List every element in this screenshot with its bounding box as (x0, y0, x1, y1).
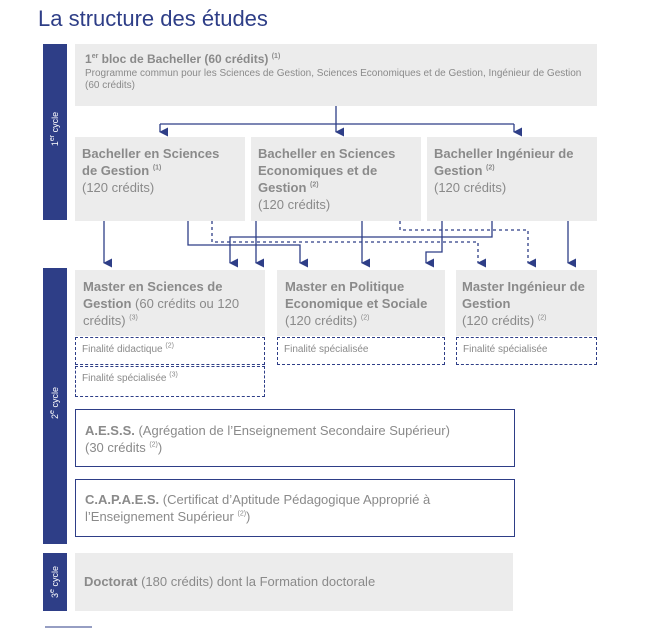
bachelor-1-credits: (120 crédits) (82, 180, 155, 195)
capaes-note: (2) (237, 510, 247, 518)
bachelor-2-note: (2) (310, 181, 319, 189)
cycle-2-sup: e (49, 410, 56, 414)
bachelor-2-credits: (120 crédits) (258, 197, 331, 212)
finalite-specialisee-m1-note: (3) (169, 371, 178, 379)
master-3-credits: (120 crédits) (462, 313, 535, 328)
aess-note: (2) (149, 441, 158, 449)
finalite-didactique-note: (2) (165, 342, 174, 350)
cycle-3-sup: e (49, 589, 56, 593)
bloc-1-title-num: 1 (85, 52, 92, 66)
master-2-title: Master en Politique Economique et Sociale (285, 279, 428, 311)
master-2-note: (2) (360, 314, 370, 322)
bloc-1-title-sup: er (91, 53, 99, 60)
cycle-1-sup: er (49, 134, 56, 142)
capaes-abbr: C.A.P.A.E.S. (85, 492, 160, 507)
aess-credits: (30 crédits (85, 440, 150, 455)
finalite-didactique-text: Finalité didactique (82, 344, 163, 355)
bachelor-2-title-text: Bacheller en Sciences Economiques et de Gestion (258, 146, 396, 195)
master-1-title: Master en Sciences de Gestion (83, 279, 223, 311)
connector-b1-dashed-to-m3 (212, 221, 478, 263)
bachelor-3-title-text: Bacheller Ingénieur de Gestion (434, 146, 574, 178)
bachelor-1-note: (1) (152, 164, 162, 172)
capaes-close: ) (246, 509, 251, 524)
finalite-specialisee-m1-text: Finalité spécialisée (82, 373, 167, 384)
cycle-1-word: cycle (50, 111, 60, 133)
cycle-3-num: 3 (50, 592, 60, 598)
page-title: La structure des études (38, 6, 268, 31)
aess-full: (Agrégation de l’Enseignement Secondaire Supérieur) (134, 423, 450, 438)
finalite-specialisee-m2-text: Finalité spécialisée (284, 344, 369, 355)
master-3-note: (2) (537, 314, 547, 322)
master-1-note: (3) (129, 314, 138, 322)
bloc-1-title-text: bloc de Bacheller (60 crédits) (98, 52, 269, 66)
bloc-1-desc: Programme commun pour les Sciences de Gestion, Sciences Economiques et de Gestion, Ingénieur de Gestion (60 crédits) (85, 68, 582, 91)
bachelor-1-title-text: Bacheller en Sciences de Gestion (82, 146, 220, 178)
finalite-specialisee-m3-text: Finalité spécialisée (463, 344, 548, 355)
bachelor-3-credits: (120 crédits) (434, 180, 507, 195)
doctorat-rest: (180 crédits) dont la Formation doctorale (137, 574, 376, 589)
cycle-3-word: cycle (50, 566, 60, 587)
doctorat-abbr: Doctorat (84, 574, 138, 589)
aess-close: ) (157, 440, 163, 455)
master-1-credits: (60 crédits ou 120 crédits) (83, 296, 240, 328)
cycle-1-num: 1 (50, 141, 60, 147)
cycle-2-num: 2 (50, 413, 60, 419)
master-2-credits: (120 crédits) (285, 313, 358, 328)
bloc-1-note: (1) (271, 53, 281, 60)
cycle-2-word: cycle (50, 387, 60, 408)
capaes-full: (Certificat d’Aptitude Pédagogique Approprié à l’Enseignement Supérieur (85, 492, 431, 524)
aess-abbr: A.E.S.S. (85, 423, 135, 438)
master-3-title: Master Ingénieur de Gestion (462, 279, 585, 311)
bachelor-3-note: (2) (486, 164, 495, 172)
